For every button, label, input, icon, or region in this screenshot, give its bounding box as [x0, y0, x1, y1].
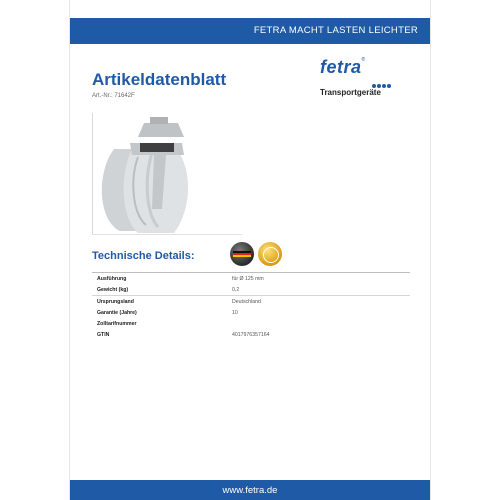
table-row: [92, 329, 410, 340]
guarantee-seal-icon: [258, 242, 282, 266]
made-in-germany-icon: [230, 242, 254, 266]
page-title: Artikeldatenblatt: [92, 70, 227, 89]
spec-value: Deutschland: [227, 296, 410, 308]
spec-label: Garantie (Jahre): [97, 309, 137, 316]
article-number: Art.-Nr.: 71642F: [92, 93, 135, 99]
brand-name: fetra: [320, 57, 362, 77]
footer-url[interactable]: www.fetra.de: [222, 485, 278, 496]
spec-value: [227, 318, 410, 329]
spec-table: [92, 272, 410, 340]
spec-value: 4017976357164: [232, 331, 270, 338]
table-row: [92, 307, 410, 318]
tagline: FETRA MACHT LASTEN LEICHTER: [253, 25, 418, 36]
brand-logo: [320, 57, 410, 97]
spec-label: Gewicht (kg): [97, 286, 129, 293]
spec-value: 0,2: [232, 286, 240, 293]
spec-value: für Ø 125 mm: [227, 273, 410, 285]
spec-value: 10: [232, 309, 238, 316]
swivel-caster-icon: [92, 113, 242, 235]
top-banner: [70, 18, 430, 44]
spec-label: Zolltarifnummer: [97, 320, 137, 327]
table-row: [92, 273, 410, 285]
section-heading: Technische Details:: [92, 250, 195, 262]
registered-mark-icon: ®: [361, 57, 366, 63]
product-image: [92, 113, 242, 235]
spec-label: Ursprungsland: [92, 296, 227, 308]
datasheet-page: [70, 0, 430, 500]
quality-badges: [230, 242, 286, 266]
brand-subtitle: Transportgeräte: [320, 88, 381, 97]
spec-label: GTIN: [97, 331, 110, 338]
footer-banner: [70, 480, 430, 500]
table-row: [92, 296, 410, 308]
table-row: [92, 318, 410, 329]
spec-label: Ausführung: [92, 273, 227, 285]
table-row: [92, 284, 410, 296]
